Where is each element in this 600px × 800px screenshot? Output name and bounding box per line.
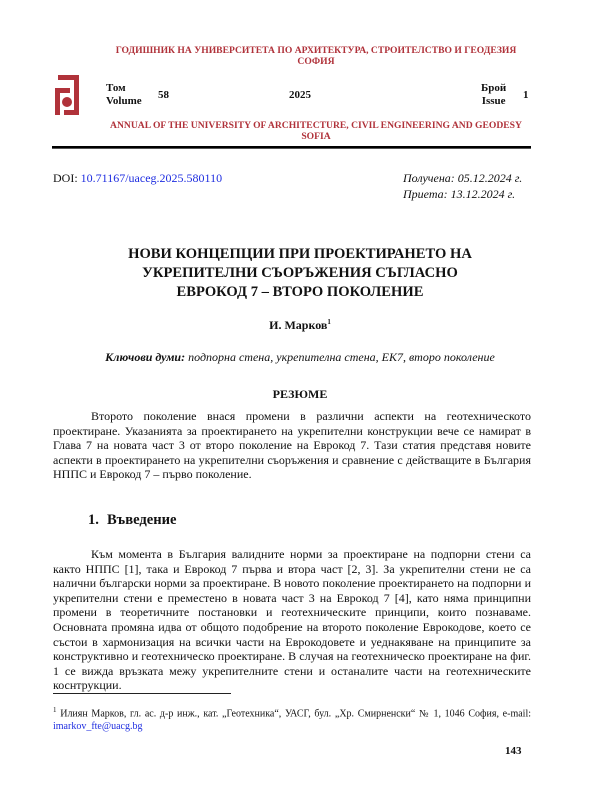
journal-title-bg-line1: ГОДИШНИК НА УНИВЕРСИТЕТА ПО АРХИТЕКТУРА, СТРОИТЕЛСТВО И ГЕОДЕЗИЯ bbox=[115, 45, 517, 56]
year: 2025 bbox=[289, 89, 311, 101]
page-number: 143 bbox=[505, 745, 522, 757]
volume-label-bg: Том bbox=[106, 82, 126, 94]
uaceg-logo-icon bbox=[55, 75, 79, 115]
volume-label bbox=[106, 82, 142, 108]
abstract-heading: РЕЗЮМЕ bbox=[272, 387, 328, 401]
journal-title-en-line2: SOFIA bbox=[301, 131, 331, 142]
abstract-paragraph: Второто поколение внася промени в различни аспекти на геотехническото проектиране. Указанията за проектирането на укрепителни конструкции вече се намират в Глава 7 на новата част 3 от второ поколение на Еврокод 7. Тази статия представя новите аспекти в проектирането на укрепителни съоръжения и сравнение с действащите в България НППС и Еврокод 7 – първо поколение. bbox=[53, 409, 531, 482]
article-title bbox=[60, 245, 540, 302]
keywords-text: подпорна стена, укрепителна стена, ЕК7, второ поколение bbox=[188, 350, 495, 364]
received-date: Получена: 05.12.2024 г. bbox=[403, 171, 523, 185]
journal-title-en bbox=[100, 120, 532, 142]
footnote-email-link[interactable]: imarkov_fte@uacg.bg bbox=[53, 721, 143, 733]
section-heading bbox=[88, 512, 177, 529]
abstract-body bbox=[53, 409, 531, 482]
issue-value: 1 bbox=[523, 89, 529, 101]
doi-label: DOI: bbox=[53, 171, 78, 185]
title-line: ЕВРОКОД 7 – ВТОРО ПОКОЛЕНИЕ bbox=[176, 284, 424, 300]
volume-value: 58 bbox=[158, 89, 169, 101]
footnote bbox=[53, 704, 531, 733]
issue-label-bg: Брой bbox=[481, 82, 507, 94]
journal-title-en-line1: ANNUAL OF THE UNIVERSITY OF ARCHITECTURE, CIVIL ENGINEERING AND GEODESY bbox=[110, 120, 522, 131]
keywords-label: Ключови думи: bbox=[105, 350, 186, 364]
accepted-date: Приета: 13.12.2024 г. bbox=[403, 187, 516, 201]
doi bbox=[53, 170, 222, 186]
section-number: 1. bbox=[88, 512, 99, 528]
section1-body bbox=[53, 547, 531, 693]
footnote-text: Илиян Марков, гл. ас. д-р инж., кат. „Геотехника“, УАСГ, бул. „Хр. Смирненски“ № 1, 1046 София, e-mail: bbox=[60, 708, 532, 720]
title-line: НОВИ КОНЦЕПЦИИ ПРИ ПРОЕКТИРАНЕТО НА bbox=[128, 246, 472, 262]
section-title: Въведение bbox=[106, 512, 177, 528]
header-divider bbox=[52, 146, 531, 149]
issue-label bbox=[481, 82, 506, 108]
volume-label-en: Volume bbox=[106, 95, 142, 107]
author bbox=[60, 318, 540, 333]
footnote-marker: 1 bbox=[53, 706, 57, 714]
journal-title-bg bbox=[100, 45, 532, 67]
dates bbox=[403, 170, 522, 202]
footnote-divider bbox=[53, 693, 231, 694]
keywords bbox=[60, 350, 540, 365]
title-line: УКРЕПИТЕЛНИ СЪОРЪЖЕНИЯ СЪГЛАСНО bbox=[142, 265, 458, 281]
issue-label-en: Issue bbox=[481, 95, 506, 107]
author-footnote-marker[interactable]: 1 bbox=[327, 318, 331, 326]
author-name: И. Марков bbox=[269, 318, 328, 332]
doi-link[interactable]: 10.71167/uaceg.2025.580110 bbox=[80, 171, 223, 185]
journal-title-bg-line2: СОФИЯ bbox=[297, 56, 335, 67]
section1-paragraph: Към момента в България валидните норми за проектиране на подпорни стени са както НППС [1], така и Еврокод 7 първа и втора част [2, 3]. За укрепителни стени не са налични български норми за проектиране. В новото поколение проектирането на подпорни и укрепителни стени е преместено в новата част 3 на Еврокод 7 [4], като няма принципни промени в теоретичните постановки и геотехническите принципи, които познаваме. Основната промяна идва от общото подобрение на второто поколение Еврокодове, което се състои в хармонизация на всички части на Еврокодовете и уеднакяване на принципите за конструктивно и геотехническо проектиране. В случая на геотехническо проектиране на фиг. 1 се вижда връзката межу укрепителните стени и останалите части на геотехническите коснтрукции. bbox=[53, 547, 531, 693]
